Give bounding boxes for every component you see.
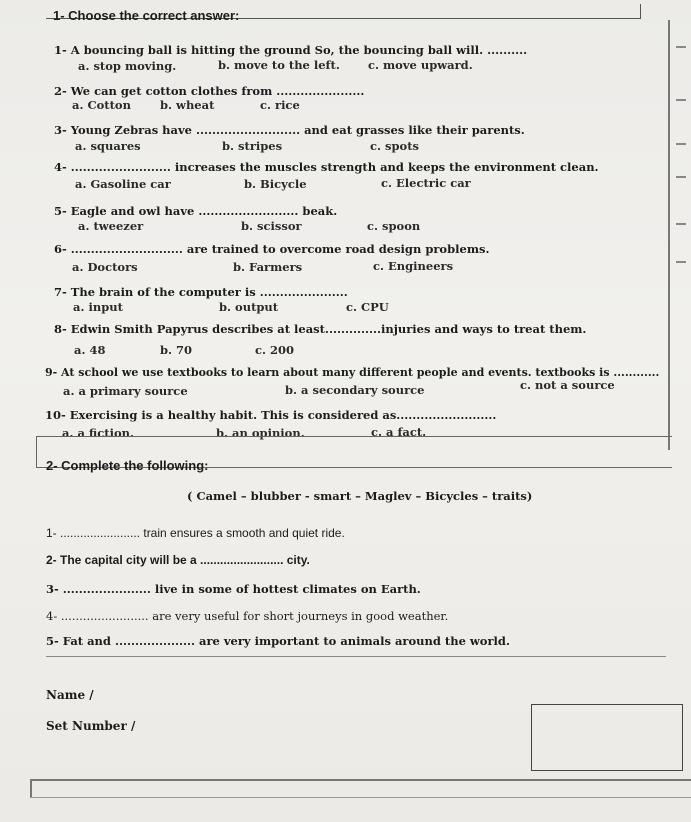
q4-option-a: a. Gasoline car [75, 177, 171, 191]
margin-tick [676, 261, 686, 263]
q5-option-c: c. spoon [367, 219, 421, 233]
q5-option-b: b. scissor [241, 219, 302, 233]
q10-option-c: c. a fact. [371, 425, 427, 439]
complete-item-4: 4- ........................ are very useful for short journeys in good weather. [46, 609, 449, 623]
bottom-rule-lower [30, 797, 691, 798]
question-10: 10- Exercising is a healthy habit. This is considered as......................... [45, 408, 497, 422]
q8-option-c: c. 200 [255, 343, 295, 357]
section2-title: 2- Complete the following: [46, 458, 209, 473]
q2-option-c: c. rice [260, 98, 300, 112]
question-6: 6- ............................ are trained to overcome road design problems. [54, 242, 490, 256]
complete-item-2: 2- The capital city will be a ......................... city. [46, 553, 310, 567]
divider-line [46, 656, 666, 657]
margin-tick [676, 46, 686, 48]
q6-option-b: b. Farmers [233, 260, 303, 274]
q3-option-a: a. squares [75, 139, 141, 153]
question-1: 1- A bouncing ball is hitting the ground So, the bouncing ball will. .......... [54, 43, 528, 57]
q9-option-a: a. a primary source [63, 384, 188, 398]
complete-item-1: 1- ........................ train ensures a smooth and quiet ride. [46, 526, 345, 540]
question-4: 4- ......................... increases the muscles strength and keeps the environment clean. [54, 160, 599, 174]
name-label: Name / [46, 688, 94, 702]
q7-option-b: b. output [219, 300, 279, 314]
q3-option-c: c. spots [370, 139, 419, 153]
q1-option-b: b. move to the left. [218, 58, 340, 72]
section1-title: 1- Choose the correct answer: [53, 8, 240, 23]
question-2: 2- We can get cotton clothes from ...................... [54, 84, 365, 98]
q6-option-a: a. Doctors [72, 260, 138, 274]
question-9: 9- At school we use textbooks to learn about many different people and events. textbooks is ............ [45, 366, 660, 379]
q9-option-b: b. a secondary source [285, 383, 425, 397]
q10-option-a: a. a fiction. [62, 426, 134, 440]
margin-tick [676, 223, 686, 225]
q8-option-b: b. 70 [160, 343, 193, 357]
q6-option-c: c. Engineers [373, 259, 454, 273]
bottom-rule [30, 779, 691, 781]
q4-option-c: c. Electric car [381, 176, 471, 190]
set-number-box[interactable] [531, 704, 683, 771]
q8-option-a: a. 48 [74, 343, 106, 357]
q1-option-a: a. stop moving. [78, 59, 177, 73]
bottom-rule-corner [30, 779, 32, 797]
q7-option-c: c. CPU [346, 300, 389, 314]
margin-tick [676, 143, 686, 145]
margin-tick [676, 176, 686, 178]
q1-option-c: c. move upward. [368, 58, 473, 72]
q5-option-a: a. tweezer [78, 219, 144, 233]
question-3: 3- Young Zebras have .......................... and eat grasses like their parents. [54, 123, 525, 137]
complete-item-3: 3- ...................... live in some of hottest climates on Earth. [46, 582, 421, 596]
complete-item-5: 5- Fat and .................... are very important to animals around the world. [46, 634, 510, 648]
question-8: 8- Edwin Smith Papyrus describes at least..............injuries and ways to treat them. [54, 322, 587, 336]
q7-option-a: a. input [73, 300, 123, 314]
question-5: 5- Eagle and owl have ......................... beak. [54, 204, 338, 218]
q10-option-b: b. an opinion. [216, 426, 305, 440]
q3-option-b: b. stripes [222, 139, 283, 153]
word-bank: ( Camel – blubber - smart – Maglev – Bicycles – traits) [187, 489, 533, 503]
q4-option-b: b. Bicycle [244, 177, 307, 191]
right-margin-rule [668, 20, 670, 450]
margin-tick [676, 99, 686, 101]
q2-option-b: b. wheat [160, 98, 215, 112]
question-7: 7- The brain of the computer is ...................... [54, 285, 348, 299]
q9-option-c: c. not a source [520, 378, 615, 392]
q2-option-a: a. Cotton [72, 98, 131, 112]
set-number-label: Set Number / [46, 719, 136, 733]
